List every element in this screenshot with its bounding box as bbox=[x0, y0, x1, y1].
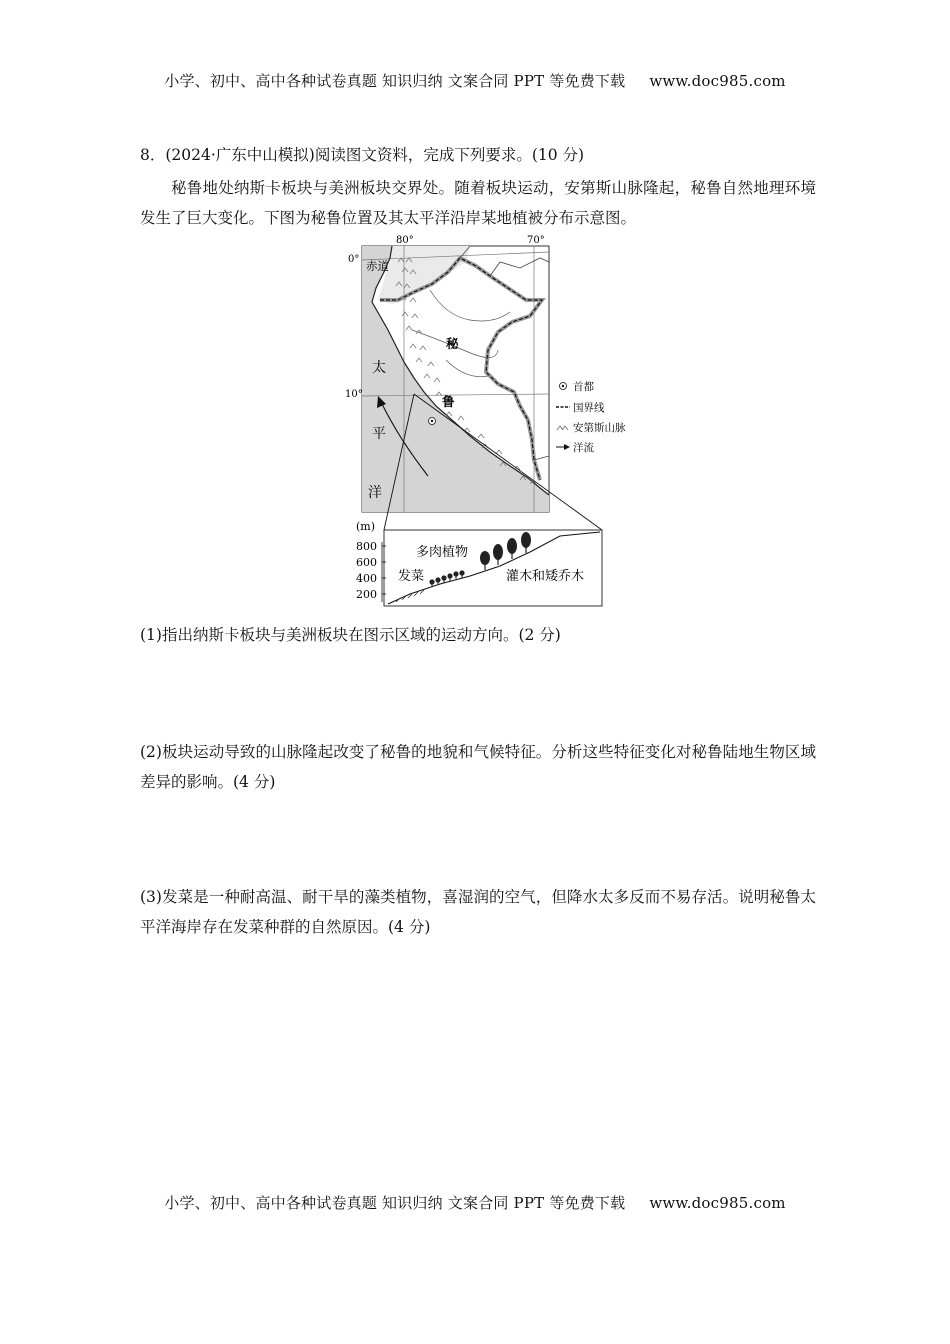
sub-question-2: (2)板块运动导致的山脉隆起改变了秘鲁的地貌和气候特征。分析这些特征变化对秘鲁陆地生物区域差异的影响。(4 分) bbox=[140, 743, 816, 791]
equator-label: 赤道 bbox=[366, 259, 389, 273]
tick-400: 400 bbox=[356, 572, 377, 585]
profile-unit: (m) bbox=[356, 520, 376, 533]
legend-mountain-icon bbox=[557, 426, 568, 430]
label-shrub: 灌木和矮乔木 bbox=[506, 569, 585, 584]
lon-70-label: 70° bbox=[527, 235, 545, 246]
country-char-2: 鲁 bbox=[442, 394, 455, 409]
ocean-char-3: 洋 bbox=[368, 485, 382, 501]
legend-capital-label: 首都 bbox=[573, 381, 594, 393]
label-facai: 发菜 bbox=[398, 569, 425, 584]
country-char-1: 秘 bbox=[446, 336, 459, 351]
legend bbox=[556, 380, 626, 454]
lat-10-label: 10° bbox=[345, 389, 363, 400]
ocean-char-2: 平 bbox=[372, 426, 386, 442]
ocean-char-1: 太 bbox=[372, 360, 386, 376]
legend-border-label: 国界线 bbox=[573, 402, 605, 414]
tick-800: 800 bbox=[356, 540, 377, 553]
tick-200: 200 bbox=[356, 588, 377, 601]
footer-url[interactable]: www.doc985.com bbox=[649, 1194, 786, 1212]
lon-80-label: 80° bbox=[396, 235, 414, 246]
page-footer bbox=[0, 1192, 950, 1213]
header-url[interactable]: www.doc985.com bbox=[649, 72, 786, 90]
legend-current-label: 洋流 bbox=[573, 442, 594, 454]
legend-mountain-label: 安第斯山脉 bbox=[573, 422, 626, 434]
label-succulent: 多肉植物 bbox=[416, 545, 469, 560]
tick-600: 600 bbox=[356, 556, 377, 569]
question-paragraph: 秘鲁地处纳斯卡板块与美洲板块交界处。随着板块运动，安第斯山脉隆起，秘鲁自然地理环境发生了巨大变化。下图为秘鲁位置及其太平洋沿岸某地植被分布示意图。 bbox=[140, 179, 816, 227]
sub-question-3: (3)发菜是一种耐高温、耐干旱的藻类植物，喜湿润的空气，但降水太多反而不易存活。说明秘鲁太平洋海岸存在发菜种群的自然原因。(4 分) bbox=[140, 888, 816, 936]
header-text: 小学、初中、高中各种试卷真题 知识归纳 文案合同 PPT 等免费下载 bbox=[164, 72, 626, 90]
sub-question-1: (1)指出纳斯卡板块与美洲板块在图示区域的运动方向。(2 分) bbox=[140, 626, 561, 644]
question-title: 8．(2024·广东中山模拟)阅读图文资料，完成下列要求。(10 分) bbox=[140, 146, 585, 164]
peru-map-figure bbox=[340, 228, 650, 613]
lat-0-label: 0° bbox=[348, 254, 360, 265]
page-header bbox=[0, 70, 950, 91]
footer-text: 小学、初中、高中各种试卷真题 知识归纳 文案合同 PPT 等免费下载 bbox=[164, 1194, 626, 1212]
